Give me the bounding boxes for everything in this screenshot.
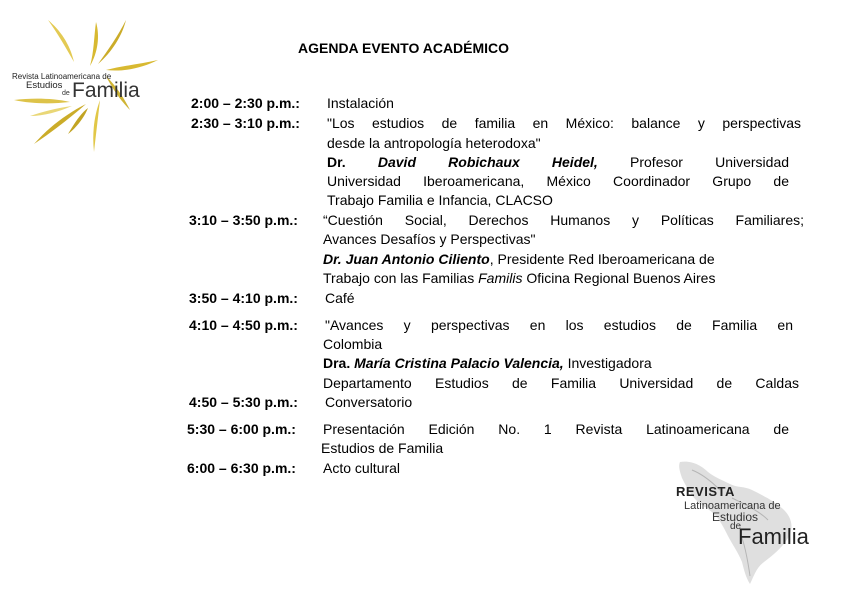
agenda-item-2-speaker bbox=[327, 154, 789, 170]
agenda-item-2-affiliation-b: Trabajo Familia e Infancia, CLACSO bbox=[327, 192, 553, 208]
affiliation-text-b: Oficina Regional Buenos Aires bbox=[526, 270, 716, 286]
agenda-item-3-speaker bbox=[323, 251, 715, 267]
affiliation-italic: Familis bbox=[478, 270, 523, 286]
time-slot-1: 2:00 – 2:30 p.m.: bbox=[191, 95, 300, 111]
speaker-name: María Cristina Palacio Valencia, bbox=[354, 355, 564, 371]
agenda-item-5-affiliation: Departamento Estudios de Familia Universidad de Caldas bbox=[323, 375, 799, 391]
agenda-item-6: Conversatorio bbox=[325, 394, 413, 410]
time-slot-3: 3:10 – 3:50 p.m.: bbox=[189, 212, 298, 228]
agenda-item-2-title-a: "Los estudios de familia en México: balance y perspectivas bbox=[327, 115, 801, 131]
time-slot-5: 4:10 – 4:50 p.m.: bbox=[189, 317, 298, 333]
agenda-item-3-title-b: Avances Desafíos y Perspectivas" bbox=[323, 231, 536, 247]
agenda-item-1: Instalación bbox=[327, 95, 394, 111]
speaker-prefix: Dra. bbox=[323, 355, 351, 371]
agenda-item-3-affiliation bbox=[323, 270, 715, 286]
speaker-prefix: Dr. bbox=[327, 154, 346, 170]
time-slot-6: 4:50 – 5:30 p.m.: bbox=[189, 394, 298, 410]
time-slot-2: 2:30 – 3:10 p.m.: bbox=[191, 115, 300, 131]
agenda-item-4: Café bbox=[325, 290, 355, 306]
page-title: AGENDA EVENTO ACADÉMICO bbox=[298, 40, 510, 56]
agenda-item-5-title-a: "Avances y perspectivas en los estudios de Familia en bbox=[325, 317, 793, 333]
agenda-item-7-title-b: Estudios de Familia bbox=[321, 440, 444, 456]
time-slot-7: 5:30 – 6:00 p.m.: bbox=[187, 421, 296, 437]
logo-bottom-de: de bbox=[730, 521, 742, 532]
speaker-role: Investigadora bbox=[567, 355, 652, 371]
time-slot-8: 6:00 – 6:30 p.m.: bbox=[187, 460, 296, 476]
logo-bottom-estudios: Estudios bbox=[712, 510, 759, 524]
agenda-item-2-affiliation-a: Universidad Iberoamericana, México Coordinador Grupo de bbox=[327, 173, 789, 189]
agenda-item-5-title-b: Colombia bbox=[323, 336, 383, 352]
speaker-role: , Presidente Red Iberoamericana de bbox=[489, 251, 715, 267]
agenda-item-3-title-a: “Cuestión Social, Derechos Humanos y Políticas Familiares; bbox=[323, 212, 804, 228]
agenda-item-7-title-a: Presentación Edición No. 1 Revista Latinoamericana de bbox=[323, 421, 789, 437]
speaker-name: David Robichaux Heidel, bbox=[377, 154, 598, 170]
logo-top-line3: Familia bbox=[72, 79, 140, 102]
logo-bottom-latino: Latinoamericana de bbox=[684, 500, 781, 512]
speaker-role: Profesor Universidad bbox=[630, 154, 790, 170]
agenda-item-5-speaker bbox=[323, 355, 652, 371]
logo-bottom-familia: Familia bbox=[738, 524, 809, 549]
logo-top-line1: Revista Latinoamericana de bbox=[12, 72, 112, 81]
speaker-name: Dr. Juan Antonio Ciliento bbox=[323, 251, 490, 267]
logo-top-line2: Estudios bbox=[26, 80, 63, 91]
time-slot-4: 3:50 – 4:10 p.m.: bbox=[189, 290, 298, 306]
journal-logo-bottom bbox=[672, 458, 832, 588]
affiliation-text-a: Trabajo con las Familias bbox=[323, 270, 475, 286]
logo-bottom-revista: REVISTA bbox=[676, 484, 735, 499]
logo-top-de: de bbox=[62, 90, 70, 97]
agenda-item-2-title-b: desde la antropología heterodoxa" bbox=[327, 135, 541, 151]
agenda-item-8: Acto cultural bbox=[323, 460, 401, 476]
